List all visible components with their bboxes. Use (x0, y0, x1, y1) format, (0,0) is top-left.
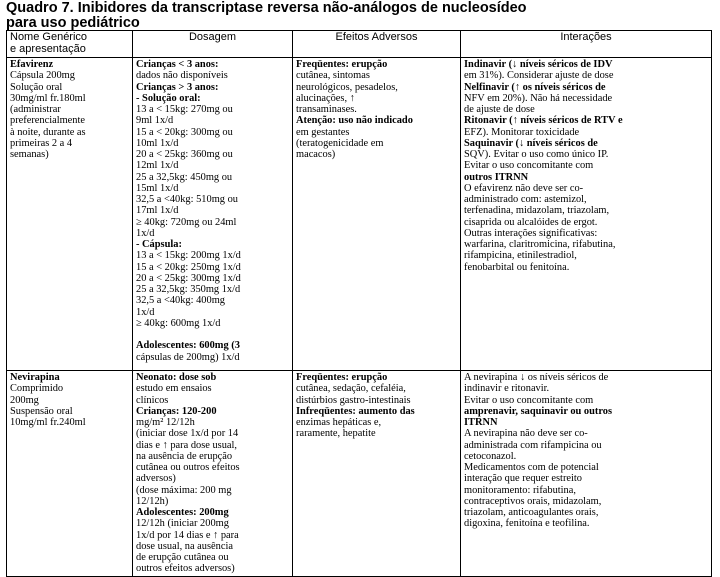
cell-line: Crianças > 3 anos: (136, 81, 219, 93)
cell-interacoes (461, 371, 712, 577)
cell-line: Freqüentes: erupção (296, 372, 388, 383)
cell-line: na ausência de erupção (136, 450, 233, 462)
cell-line: (dose máxima: 200 mg (136, 484, 232, 496)
cell-line: terfenadina, midazolam, triazolam, (464, 205, 610, 217)
cell-line: 20 a < 25kg: 300mg 1x/d (136, 272, 241, 284)
cell-line: cetoconazol. (464, 450, 517, 462)
cell-line: primeiras 2 a 4 (10, 137, 73, 149)
cell-line: distúrbios gastro-intestinais (296, 394, 411, 406)
cell-line: estudo em ensaios (136, 383, 212, 395)
table-row (7, 371, 712, 577)
cell-line: dados não disponíveis (136, 70, 228, 82)
cell-line: à noite, durante as (10, 126, 86, 138)
cell-interacoes (461, 58, 712, 371)
cell-line: administrada com rifampicina ou (464, 439, 602, 451)
cell-line: 30mg/ml fr.180ml (10, 92, 86, 104)
cell-line: cutânea ou outros efeitos (136, 462, 240, 473)
cell-line: 17ml 1x/d (136, 205, 179, 217)
cell-line: dias e ↑ para dose usual, (136, 439, 237, 451)
cell-line: clínicos (136, 394, 169, 406)
title-line-1: Quadro 7. Inibidores da transcriptase reversa não-análogos de nucleosídeo (6, 0, 527, 16)
cell-line: transaminases. (296, 104, 357, 115)
cell-line: Suspensão oral (10, 405, 73, 417)
cell-line: ITRNN (464, 417, 498, 428)
cell-line: enzimas hepáticas e, (296, 417, 382, 428)
cell-line: cisaprida ou alcalóides de ergot. (464, 216, 598, 228)
cell-line: 200mg (10, 394, 39, 406)
cell-line: (administrar (10, 104, 61, 115)
cell-line: digoxina, fenitoína e teofilina. (464, 518, 590, 530)
cell-line: Neonato: dose sob (136, 372, 217, 383)
header-row (7, 31, 712, 58)
cell-line: O efavirenz não deve ser co- (464, 182, 584, 194)
cell-line: rifampicina, etinilestradiol, (464, 250, 577, 262)
cell-line: 25 a 32,5kg: 450mg ou (136, 171, 233, 183)
header-nome-line: Nome Genérico (10, 31, 88, 43)
cell-line: dose usual, na ausência (136, 540, 233, 552)
cell-line: Atenção: uso não indicado (296, 115, 413, 127)
document-title (6, 1, 711, 31)
cell-nome (7, 58, 133, 371)
cell-line: indinavir e ritonavir. (464, 383, 550, 395)
cell-line: (teratogenicidade em (296, 137, 384, 149)
cell-line: 12/12h) (136, 495, 169, 507)
cell-line: alucinações, ↑ (296, 92, 355, 104)
header-nome-line: e apresentação (10, 42, 86, 55)
cell-line: 1x/d por 14 dias e ↑ para (136, 529, 239, 541)
cell-line: Ritonavir (↑ níveis séricos de RTV e (464, 115, 623, 127)
cell-line (136, 329, 289, 340)
cell-line: de erupção cutânea ou (136, 552, 229, 563)
cell-line: preferencialmente (10, 115, 85, 127)
cell-line: 13 a < 15kg: 270mg ou (136, 104, 233, 115)
header-nome (7, 31, 133, 58)
cell-line: monitoramento: rifabutina, (464, 484, 576, 496)
cell-line: Efavirenz (10, 59, 54, 70)
cell-line: Crianças < 3 anos: (136, 59, 219, 70)
cell-line: Outras interações significativas: (464, 227, 598, 239)
cell-line: Saquinavir (↓ níveis séricos de (464, 137, 598, 149)
cell-line: outros efeitos adversos) (136, 563, 235, 575)
cell-line: semanas) (10, 149, 49, 160)
cell-line: Comprimido (10, 383, 64, 395)
cell-line: triazolam, anticoagulantes orais, (464, 507, 599, 518)
cell-line: A nevirapina não deve ser co- (464, 428, 588, 440)
table-row (7, 58, 712, 371)
cell-line: 10ml 1x/d (136, 137, 179, 149)
cell-line: Medicamentos com de potencial (464, 462, 599, 473)
cell-line: NFV em 20%). Não há necessidade (464, 92, 613, 104)
cell-line: 15 a < 20kg: 250mg 1x/d (136, 261, 241, 273)
header-dosagem: Dosagem (133, 31, 293, 58)
cell-line: EFZ). Monitorar toxicidade (464, 126, 580, 138)
cell-line: 1x/d (136, 306, 155, 318)
cell-line: outros ITRNN (464, 171, 529, 183)
header-efeitos: Efeitos Adversos (293, 31, 461, 58)
cell-line: neurológicos, pesadelos, (296, 81, 398, 93)
cell-line: 32,5 a <40kg: 510mg ou (136, 194, 238, 205)
cell-dosagem (133, 371, 293, 577)
cell-line: Freqüentes: erupção (296, 59, 388, 70)
cell-line: 12/12h (iniciar 200mg (136, 518, 229, 530)
cell-line: raramente, hepatite (296, 428, 376, 440)
cell-line: A nevirapina ↓ os níveis séricos de (464, 372, 609, 383)
cell-line: cutânea, sedação, cefaléia, (296, 383, 406, 395)
cell-line: adversos) (136, 473, 176, 485)
cell-line: - Solução oral: (136, 92, 201, 104)
cell-line: administrado com: astemizol, (464, 194, 587, 205)
cell-line: Adolescentes: 200mg (136, 507, 229, 518)
drug-table (6, 30, 712, 577)
cell-line: cápsulas de 200mg) 1x/d (136, 351, 240, 363)
cell-line: 15 a < 20kg: 300mg ou (136, 126, 233, 138)
cell-line: de ajuste de dose (464, 104, 535, 115)
cell-line: Solução oral (10, 81, 63, 93)
cell-line: amprenavir, saquinavir ou outros (464, 405, 613, 417)
cell-line: Cápsula 200mg (10, 70, 75, 82)
cell-line: mg/m² 12/12h (136, 417, 195, 428)
cell-line: interação que requer estreito (464, 473, 582, 485)
cell-line: 20 a < 25kg: 360mg ou (136, 149, 233, 160)
cell-line: macacos) (296, 149, 336, 160)
cell-line: - Cápsula: (136, 239, 182, 250)
cell-line: 9ml 1x/d (136, 115, 174, 127)
cell-line: ≥ 40kg: 600mg 1x/d (136, 317, 221, 329)
cell-efeitos (293, 58, 461, 371)
title-line-2: para uso pediátrico (6, 15, 140, 31)
cell-line: cutânea, sintomas (296, 70, 370, 82)
cell-line: 15ml 1x/d (136, 182, 179, 194)
cell-line: 13 a < 15kg: 200mg 1x/d (136, 250, 241, 262)
cell-dosagem (133, 58, 293, 371)
cell-line: Infreqüentes: aumento das (296, 405, 415, 417)
cell-line: Evitar o uso concomitante com (464, 394, 594, 406)
cell-line: Indinavir (↓ níveis séricos de IDV (464, 59, 613, 70)
cell-line: contraceptivos orais, midazolam, (464, 495, 602, 507)
cell-line: Crianças: 120-200 (136, 405, 217, 417)
cell-line: Adolescentes: 600mg (3 (136, 340, 240, 352)
cell-line: warfarina, claritromicina, rifabutina, (464, 239, 616, 250)
cell-nome (7, 371, 133, 577)
cell-line: SQV). Evitar o uso como único IP. (464, 149, 609, 160)
cell-line: 10mg/ml fr.240ml (10, 417, 86, 428)
cell-line: 12ml 1x/d (136, 160, 179, 172)
cell-line: 32,5 a <40kg: 400mg (136, 295, 225, 307)
cell-line: (iniciar dose 1x/d por 14 (136, 428, 239, 440)
cell-line: 25 a 32,5kg: 350mg 1x/d (136, 284, 241, 295)
header-interacoes: Interações (461, 31, 712, 58)
cell-line: em gestantes (296, 126, 350, 138)
cell-line: Nevirapina (10, 372, 60, 383)
cell-line: Nelfinavir (↑ os níveis séricos de (464, 81, 606, 93)
cell-efeitos (293, 371, 461, 577)
cell-line: 1x/d (136, 227, 155, 239)
cell-line: em 31%). Considerar ajuste de dose (464, 70, 614, 82)
cell-line: fenobarbital ou fenitoína. (464, 261, 570, 273)
cell-line: Evitar o uso concomitante com (464, 160, 594, 172)
cell-line: ≥ 40kg: 720mg ou 24ml (136, 216, 237, 228)
